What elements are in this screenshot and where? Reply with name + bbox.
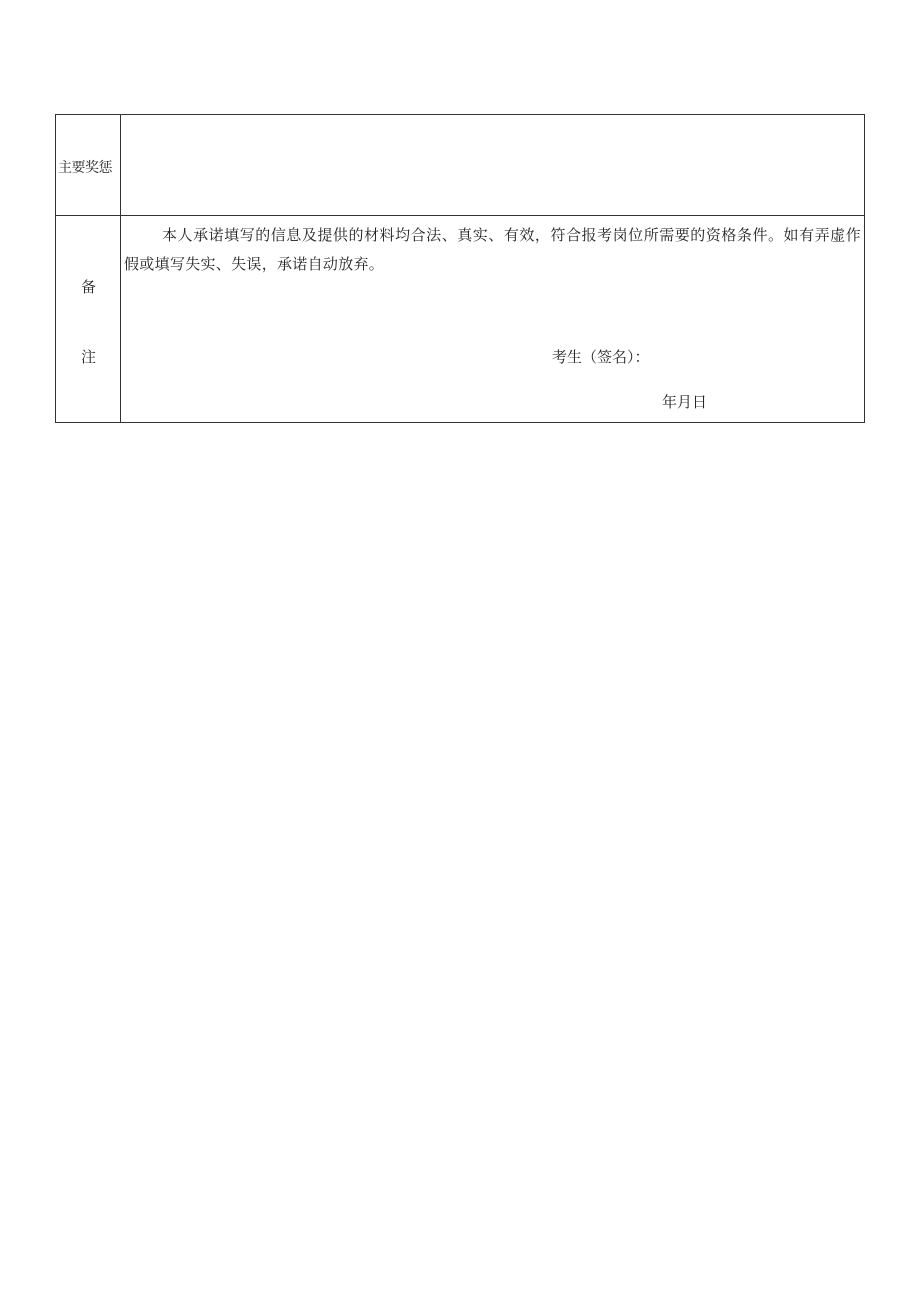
remarks-content-cell	[121, 215, 864, 422]
remarks-label-char-1: 备	[80, 278, 96, 296]
awards-row	[56, 115, 864, 216]
date-label: 年月日	[662, 393, 708, 411]
remarks-row	[56, 215, 864, 422]
pledge-statement: 本人承诺填写的信息及提供的材料均合法、真实、有效，符合报考岗位所需要的资格条件。如有弄虚作假或填写失实、失误，承诺自动放弃。	[124, 226, 861, 273]
signature-label: 考生（签名）：	[552, 348, 650, 366]
awards-label-cell	[56, 115, 121, 215]
remarks-label-cell	[56, 215, 121, 422]
remarks-label-char-2: 注	[80, 348, 96, 366]
application-form-table	[55, 114, 865, 423]
awards-content-cell[interactable]	[121, 115, 864, 215]
awards-label: 主要奖惩	[58, 160, 112, 176]
